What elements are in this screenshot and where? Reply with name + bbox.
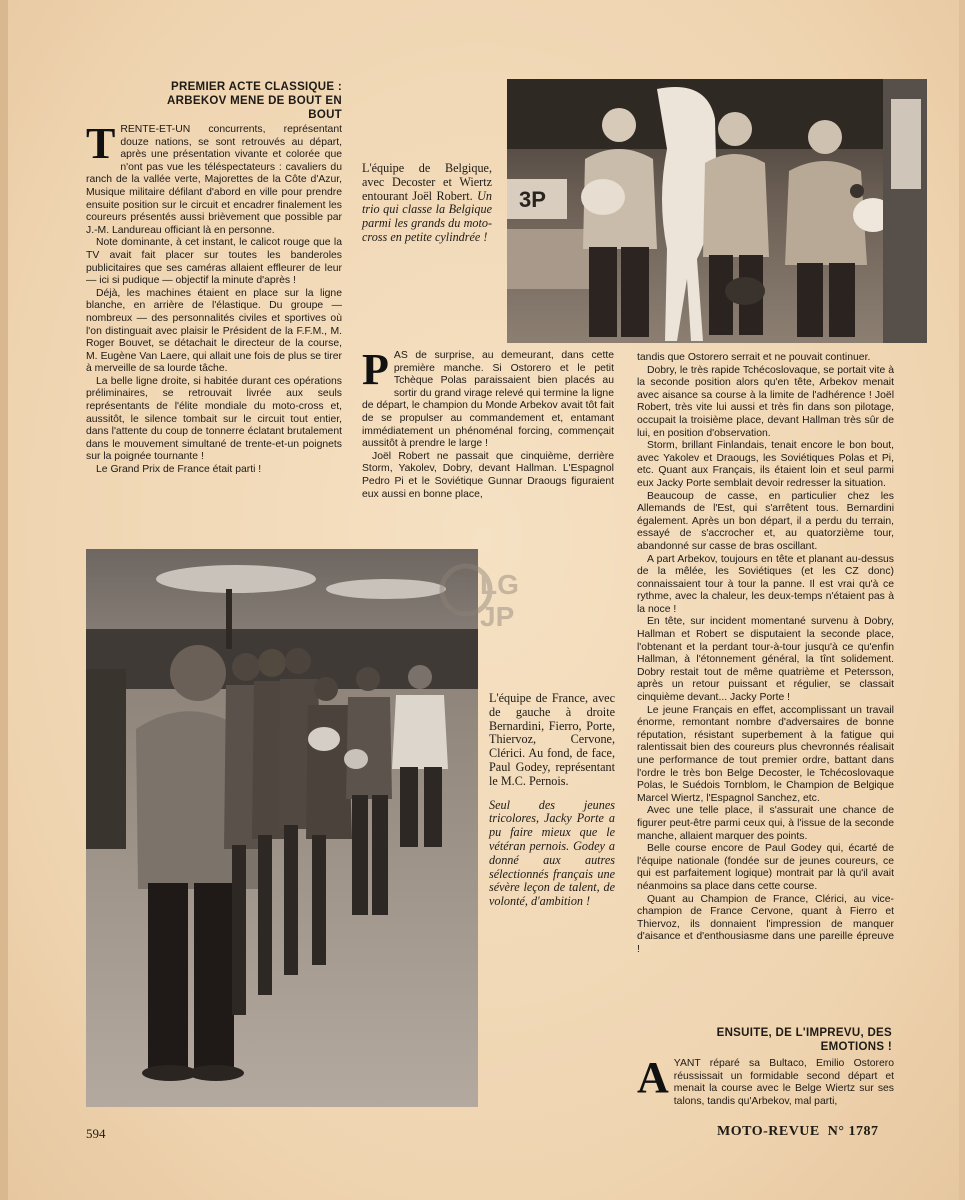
caption-italic-text: Un trio qui classe la Belgique parmi les grands du moto-cross en petite cylindrée ! xyxy=(362,188,492,244)
watermark-logo xyxy=(436,562,540,634)
paragraph: RENTE-ET-UN concurrents, représentant douze nations, se sont retrouvés au départ, après une présentation vivante et colorée que n'ont pas vue les téléspectateurs : cavaliers du ranch de la vallée verte, Majorettes de la Côte d'Azur, Musique militaire défilant d'abord en ville pour prendre ensuite position sur le circuit et encadrer finalement les coureurs présentés aussi brièvement que possible par J.-M. Landureau officiant là en personne. xyxy=(86,124,342,236)
photo-belgian-team-image xyxy=(507,79,927,343)
drop-cap-a: A xyxy=(637,1053,669,1102)
section-heading-1: PREMIER ACTE CLASSIQUE : ARBEKOV MENE DE BOUT EN BOUT xyxy=(167,81,342,121)
photo-belgian-team xyxy=(507,79,927,343)
issue-number: N° 1787 xyxy=(827,1124,879,1139)
page-edge-left xyxy=(0,0,8,1200)
caption-text: L'équipe de Belgique, avec Decoster et Wiertz entourant Joël Robert. xyxy=(362,161,492,203)
paragraph: A part Arbekov, toujours en tête et planant au-dessus de la mêlée, les Soviétiques (et les CZ donc) connaissaient tour à tour la panne. Il est vrai qu'à ce rythme, avec la chaleur, les deux-temps n'étaient pas à la noce ! xyxy=(637,553,894,615)
paragraph: Note dominante, à cet instant, le calicot rouge que la TV avait fait placer sur toutes les banderoles publicitaires que ses caméras allaient effleurer de leur — ici si pudique — objectif la minute d'après ! xyxy=(86,237,342,287)
paragraph: Déjà, les machines étaient en place sur la ligne blanche, en arrière de l'élastique. Du groupe — nombreux — des personnalités civiles et sportives où l'on distinguait avec plaisir le Président de la F.F.M., M. Roger Bouvet, se détachait le directeur de la course, M. Eugène Van Laere, qui allait une fois de plus se tirer à merveille de sa lourde tâche. xyxy=(86,287,342,375)
watermark-image xyxy=(436,562,540,634)
paragraph: Le jeune Français en effet, accomplissant un travail énorme, remontant nombre d'adversaires de bonne réputation, résistant superbement à la fatigue qui ralentissait bien des coureurs plus chevronnés réalisait une performance de tout premier ordre, battant dans l'ordre le très bon Belge Decoster, le Tchécoslovaque Polas, le Suédois Tornblom, le Champion de Belgique Marcel Wiertz, l'Espagnol Sanchez, etc. xyxy=(637,704,894,804)
watermark-text-2: JP xyxy=(480,601,515,632)
paragraph: Quant au Champion de France, Clérici, au vice-champion de France Cervone, quant à Fierro et Thiervoz, ils donnaient l'impression de manquer d'aisance et d'enthousiasme dans une pareille épreuve ! xyxy=(637,893,894,955)
caption-italic-text: Seul des jeunes tricolores, Jacky Porte a pu faire mieux que le vétéran pernois. Godey a donné aux autres sélectionnés français une sévère leçon de talent, de volonté, d'ambition ! xyxy=(489,797,615,909)
paragraph: Beaucoup de casse, en particulier chez les Allemands de l'Est, qui s'arrêtent tous. Bernardini également. Après un bon départ, il a perdu du terrain, essayé de s'accrocher et, au quatorzième tour, abandonné sur casse de bras oscillant. xyxy=(637,490,894,552)
photo-caption-france xyxy=(489,692,615,909)
paragraph: YANT réparé sa Bultaco, Emilio Ostorero réussissait un formidable second départ et menait la course avec le Belge Wiertz sur ses talons, tandis qu'Arbekov, mal parti, xyxy=(673,1058,894,1107)
sign-text: 3P xyxy=(519,187,546,212)
paragraph: La belle ligne droite, si habitée durant ces opérations préliminaires, se retrouvait livrée aux seuls représentants de l'élite mondiale du moto-cross et, aussitôt, le silence tombait sur le circuit tout entier, dans l'attente du coup de tonnerre éclatant brutalement dans le mouvement simultané de trente-et-un poignets sur la poignée tournante ! xyxy=(86,375,342,463)
photo-french-team xyxy=(86,549,478,1107)
article-column-3-continuation xyxy=(637,1053,894,1108)
article-column-1 xyxy=(86,119,342,477)
page-edge-right xyxy=(959,0,965,1200)
caption-text: L'équipe de France, avec de gauche à droite Bernardini, Fierro, Porte, Thiervoz, Cervone, Clérici. Au fond, de face, Paul Godey, représentant le M.C. Pernois. xyxy=(489,691,615,788)
paragraph: tandis que Ostorero serrait et ne pouvait continuer. xyxy=(637,352,871,363)
article-column-2 xyxy=(362,345,614,501)
watermark-text-1: LG xyxy=(480,569,519,600)
section-heading-2: ENSUITE, DE L'IMPREVU, DES EMOTIONS ! xyxy=(716,1027,892,1053)
paragraph: Le Grand Prix de France était parti ! xyxy=(96,464,262,476)
drop-cap-t: T xyxy=(86,119,116,168)
paragraph: En tête, sur incident momentané survenu à Dobry, Hallman et Robert se disputaient la seconde place, l'obtenant et la perdant tour-à-tour jusqu'à ce qu'enfin Hallman, à l'étonnement général, la tînt solidement. Dobry restait tout de même quatrième et Petersson, après un retour puissant et régulier, se classait cinquième devant... Jacky Porte ! xyxy=(637,616,894,704)
article-column-3 xyxy=(637,352,894,957)
paragraph: AS de surprise, au demeurant, dans cette première manche. Si Ostorero et le petit Tchèque Polas paraissaient bien placés au sortir du grand virage relevé qui termine la ligne de départ, le champion du Monde Arbekov avait tôt fait de se propulser au commandement et, entamant immédiatement un phénoménal forcing, commençait aussitôt à prendre le large ! xyxy=(362,350,614,450)
photo-caption-belgium xyxy=(362,162,492,245)
magazine-name: MOTO-REVUE xyxy=(717,1124,820,1139)
paragraph: Belle course encore de Paul Godey qui, écarté de l'équipe nationale (fondée sur de jeunes coureurs, ce qui est parfaitement logique) montrait par là qu'il avait néanmoins sa place dans cette course. xyxy=(637,843,894,892)
photo-french-team-image xyxy=(86,549,478,1107)
paragraph: Storm, brillant Finlandais, tenait encore le bon bout, avec Yakolev et Draougs, les Soviétiques Polas et Pi, etc. Quant aux Français, ils étaient loin et seul parmi eux Jacky Porte semblait devoir redresser la situation. xyxy=(637,440,894,489)
paragraph: Joël Robert ne passait que cinquième, derrière Storm, Yakolev, Dobry, devant Hallman. L'Espagnol Pedro Pi et le Soviétique Gunnar Draougs figuraient eux aussi en bonne place, xyxy=(362,450,614,500)
paragraph: Avec une telle place, il s'assurait une chance de figurer peut-être parmi ceux qui, à l'issue de la seconde manche, allaient marquer des points. xyxy=(637,805,894,842)
magazine-footer xyxy=(717,1124,878,1140)
drop-cap-p: P xyxy=(362,345,389,394)
paragraph: Dobry, le très rapide Tchécoslovaque, se portait vite à la seconde position alors qu'en tête, Arbekov menait avec aisance sa course à la limite de l'adhérence ! Joël Robert, très vite lui aussi et très fin dans son pilotage, occupait la troisième place, devant Hallman très sûr de lui, en position d'observation. xyxy=(637,364,894,439)
page-number: 594 xyxy=(86,1126,106,1141)
